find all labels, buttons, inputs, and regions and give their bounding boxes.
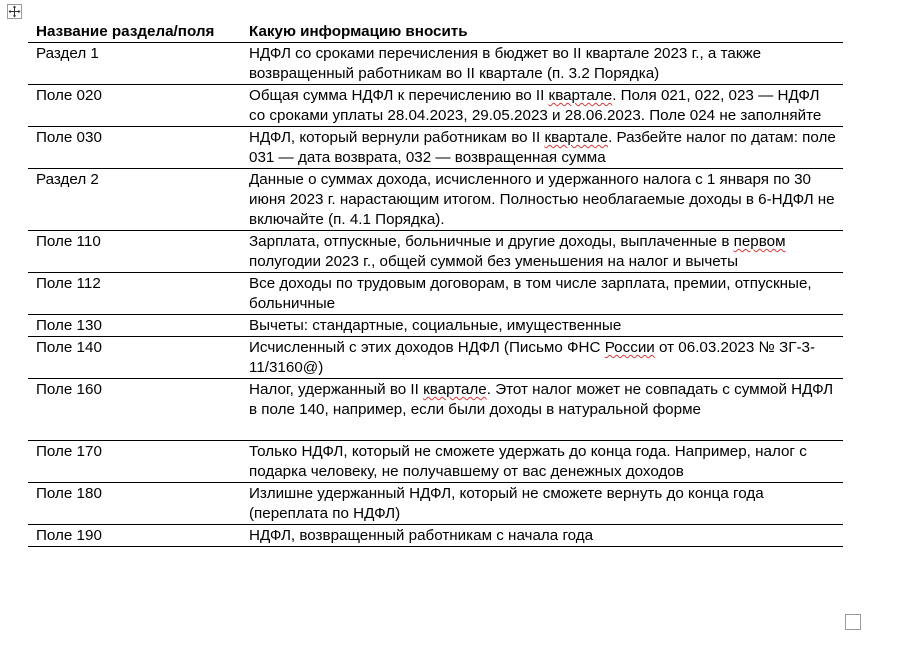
- table-row: [28, 525, 843, 547]
- table-row: [28, 127, 843, 169]
- row-name: Поле 112: [28, 273, 241, 315]
- text-segment: Налог, удержанный во II: [249, 381, 424, 398]
- row-name: Поле 190: [28, 525, 241, 547]
- row-description: Только НДФЛ, который не сможете удержать до конца года. Например, налог с подарка человеку, не получавшему от вас денежных доходов: [241, 441, 843, 483]
- spellcheck-word: России: [604, 339, 655, 356]
- text-segment: Общая сумма НДФЛ к перечислению во II: [249, 87, 549, 104]
- table-row: [28, 483, 843, 525]
- row-description: НДФЛ, возвращенный работникам с начала года: [241, 525, 843, 547]
- row-name: Раздел 1: [28, 43, 241, 85]
- row-description: [241, 127, 843, 169]
- text-segment: полугодии 2023 г., общей суммой без уменьшения на налог и вычеты: [249, 253, 739, 270]
- row-description: Данные о суммах дохода, исчисленного и удержанного налога с 1 января по 30 июня 2023 г. нарастающим итогом. Полностью необлагаемые доходы в 6-НДФЛ не включайте (п. 4.1 Порядка).: [241, 169, 843, 231]
- row-description: [241, 231, 843, 273]
- table-move-handle[interactable]: [7, 4, 22, 19]
- table-row: [28, 231, 843, 273]
- row-description: Вычеты: стандартные, социальные, имущественные: [241, 315, 843, 337]
- row-description: [241, 379, 843, 441]
- table-row: [28, 441, 843, 483]
- header-section-name: Название раздела/поля: [28, 22, 241, 43]
- row-name: Раздел 2: [28, 169, 241, 231]
- row-name: Поле 130: [28, 315, 241, 337]
- text-segment: Исчисленный с этих доходов НДФЛ (Письмо ФНС: [249, 339, 605, 356]
- text-segment: НДФЛ, который вернули работникам во II: [249, 129, 545, 146]
- row-name: Поле 110: [28, 231, 241, 273]
- text-segment: . Поля 021, 022, 023 — НДФЛ со сроками уплаты 28.04.2023, 29.05.2023 и 28.06.2023. Поле 024 не заполняйте: [249, 87, 822, 124]
- header-info-to-enter: Какую информацию вносить: [241, 22, 843, 43]
- table-header-row: [28, 22, 843, 43]
- row-name: Поле 170: [28, 441, 241, 483]
- spellcheck-word: квартале: [544, 129, 609, 146]
- table-row: [28, 379, 843, 441]
- spellcheck-word: квартале: [548, 87, 613, 104]
- row-name: Поле 140: [28, 337, 241, 379]
- text-segment: от 06.03.2023 № ЗГ-3-11/3160@): [249, 339, 816, 376]
- table-row: [28, 43, 843, 85]
- text-segment: . Этот налог может не совпадать с суммой НДФЛ в поле 140, например, если были доходы в натуральной форме: [249, 381, 834, 418]
- row-description: Все доходы по трудовым договорам, в том числе зарплата, премии, отпускные, больничные: [241, 273, 843, 315]
- text-segment: . Разбейте налог по датам: поле 031 — дата возврата, 032 — возвращенная сумма: [249, 129, 836, 166]
- row-description: Излишне удержанный НДФЛ, который не сможете вернуть до конца года (переплата по НДФЛ): [241, 483, 843, 525]
- table-row: [28, 315, 843, 337]
- table-row: [28, 85, 843, 127]
- spellcheck-word: квартале: [423, 381, 487, 398]
- row-name: Поле 030: [28, 127, 241, 169]
- ndfl-fields-table: [28, 22, 843, 547]
- row-description: [241, 337, 843, 379]
- move-arrows-icon: [8, 5, 21, 18]
- text-segment: Зарплата, отпускные, больничные и другие доходы, выплаченные в: [249, 233, 734, 250]
- spellcheck-word: первом: [733, 233, 786, 250]
- row-description: НДФЛ со сроками перечисления в бюджет во II квартале 2023 г., а также возвращенный работникам во II квартале (п. 3.2 Порядка): [241, 43, 843, 85]
- table-row: [28, 169, 843, 231]
- row-description: [241, 85, 843, 127]
- table-resize-handle[interactable]: [845, 614, 861, 630]
- row-name: Поле 180: [28, 483, 241, 525]
- row-name: Поле 160: [28, 379, 241, 441]
- table-row: [28, 273, 843, 315]
- row-name: Поле 020: [28, 85, 241, 127]
- table-row: [28, 337, 843, 379]
